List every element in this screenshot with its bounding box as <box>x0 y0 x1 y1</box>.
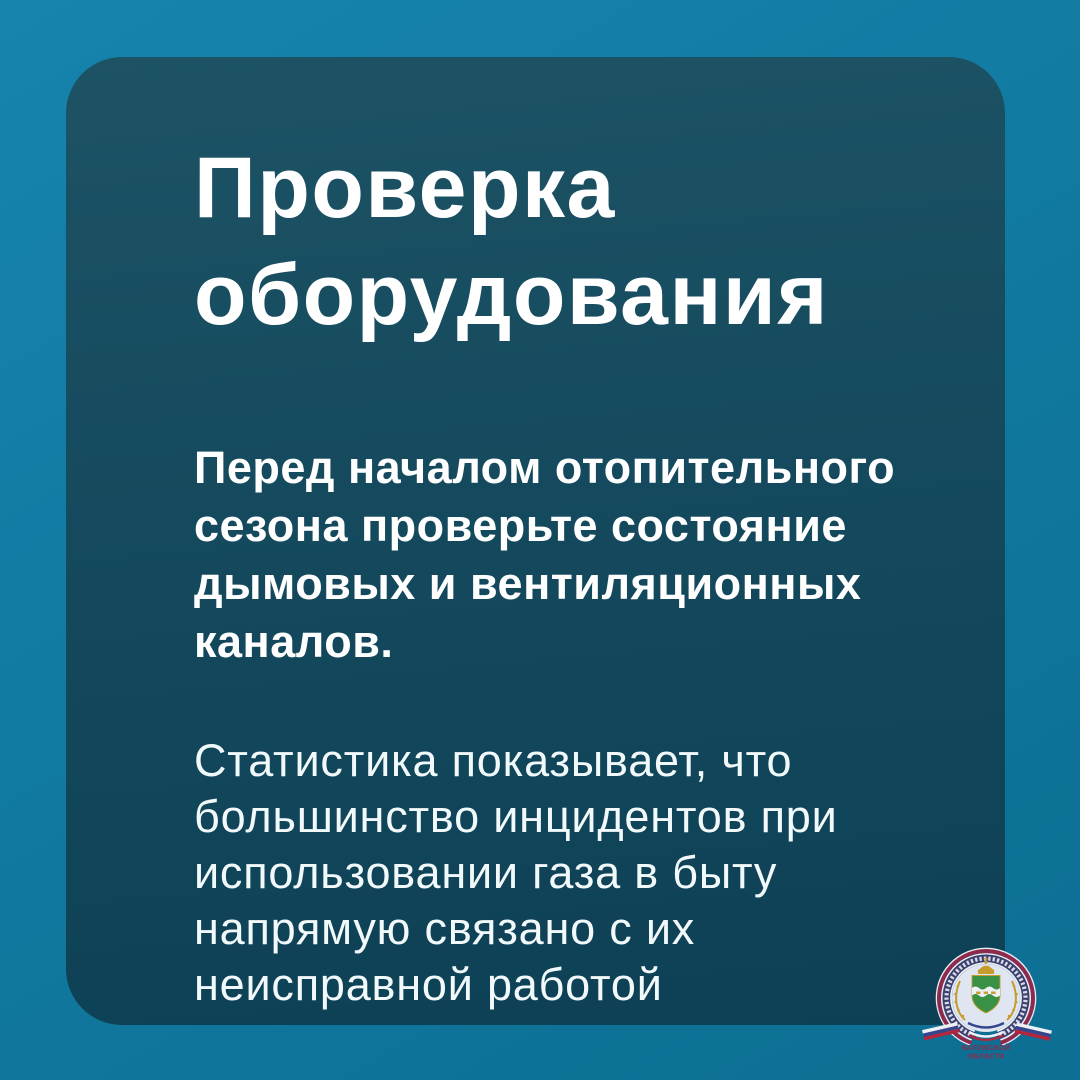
body-line: использовании газа в быту <box>194 847 778 898</box>
ribbon-tail-left <box>922 1022 959 1040</box>
title-line: оборудования <box>194 247 829 343</box>
ribbon-tail-right <box>1014 1023 1051 1041</box>
title-line: Проверка <box>194 140 616 236</box>
body-line: большинство инцидентов при <box>194 791 838 842</box>
emblem-caption-line: КАЛУЖСКОЙ <box>961 1043 1011 1052</box>
body-line: неисправной работой <box>194 959 663 1010</box>
emblem-caption-line: ОБЛАСТИ <box>967 1051 1005 1061</box>
lead-line: каналов. <box>194 616 394 667</box>
lead-line: дымовых и вентиляционных <box>194 558 862 609</box>
body-paragraph <box>194 733 838 1013</box>
lead-line: Перед началом отопительного <box>194 442 896 493</box>
page-title <box>194 135 829 349</box>
lead-paragraph <box>194 439 895 671</box>
info-card <box>66 57 1005 1025</box>
body-line: Статистика показывает, что <box>194 735 793 786</box>
lead-line: сезона проверьте состояние <box>194 500 847 551</box>
body-line: напрямую связано с их <box>194 903 696 954</box>
kaluga-region-emblem <box>921 944 1073 1080</box>
